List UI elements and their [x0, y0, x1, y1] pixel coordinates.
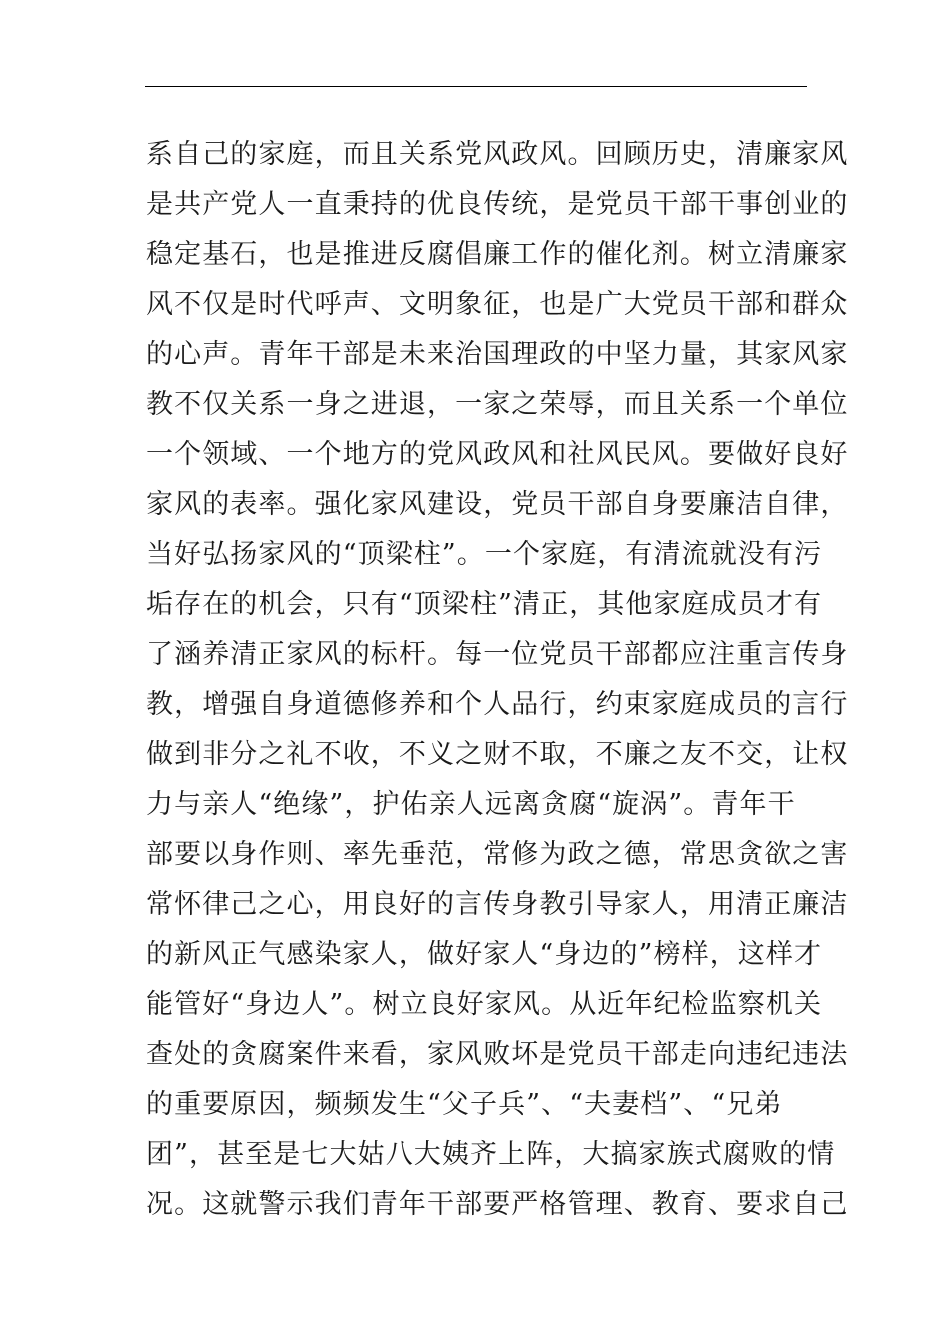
text-line: 了涵养清正家风的标杆。每一位党员干部都应注重言传身 [146, 639, 849, 670]
text-line: 是共产党人一直秉持的优良传统，是党员干部干事创业的 [146, 189, 849, 220]
text-line: 风不仅是时代呼声、文明象征，也是广大党员干部和群众 [146, 289, 849, 320]
text-line: 的心声。青年干部是未来治国理政的中坚力量，其家风家 [146, 339, 849, 370]
text-line: 一个领域、一个地方的党风政风和社风民风。要做好良好 [146, 439, 849, 470]
text-line: 的新风正气感染家人，做好家人“身边的”榜样，这样才 [146, 939, 823, 970]
body-text [146, 130, 849, 1230]
text-line: 家风的表率。强化家风建设，党员干部自身要廉洁自律， [146, 489, 849, 520]
text-line: 能管好“身边人”。树立良好家风。从近年纪检监察机关 [146, 989, 823, 1020]
text-line: 常怀律己之心，用良好的言传身教引导家人，用清正廉洁 [146, 889, 849, 920]
text-line: 教不仅关系一身之进退，一家之荣辱，而且关系一个单位 [146, 389, 849, 420]
text-line: 况。这就警示我们青年干部要严格管理、教育、要求自己 [146, 1189, 849, 1220]
text-line: 部要以身作则、率先垂范，常修为政之德，常思贪欲之害 [146, 839, 849, 870]
header-rule [145, 86, 807, 87]
text-line: 力与亲人“绝缘”，护佑亲人远离贪腐“旋涡”。青年干 [146, 789, 796, 820]
text-line: 系自己的家庭，而且关系党风政风。回顾历史，清廉家风 [146, 139, 849, 170]
text-line: 当好弘扬家风的“顶梁柱”。一个家庭，有清流就没有污 [146, 539, 823, 570]
text-line: 稳定基石，也是推进反腐倡廉工作的催化剂。树立清廉家 [146, 239, 849, 270]
text-line: 的重要原因，频频发生“父子兵”、“夫妻档”、“兄弟 [146, 1089, 783, 1120]
text-line: 做到非分之礼不收，不义之财不取，不廉之友不交，让权 [146, 739, 849, 770]
text-line: 查处的贪腐案件来看，家风败坏是党员干部走向违纪违法 [146, 1039, 849, 1070]
text-line: 团”，甚至是七大姑八大姨齐上阵，大搞家族式腐败的情 [146, 1139, 836, 1170]
text-line: 垢存在的机会，只有“顶梁柱”清正，其他家庭成员才有 [146, 589, 823, 620]
text-line: 教，增强自身道德修养和个人品行，约束家庭成员的言行 [146, 689, 849, 720]
